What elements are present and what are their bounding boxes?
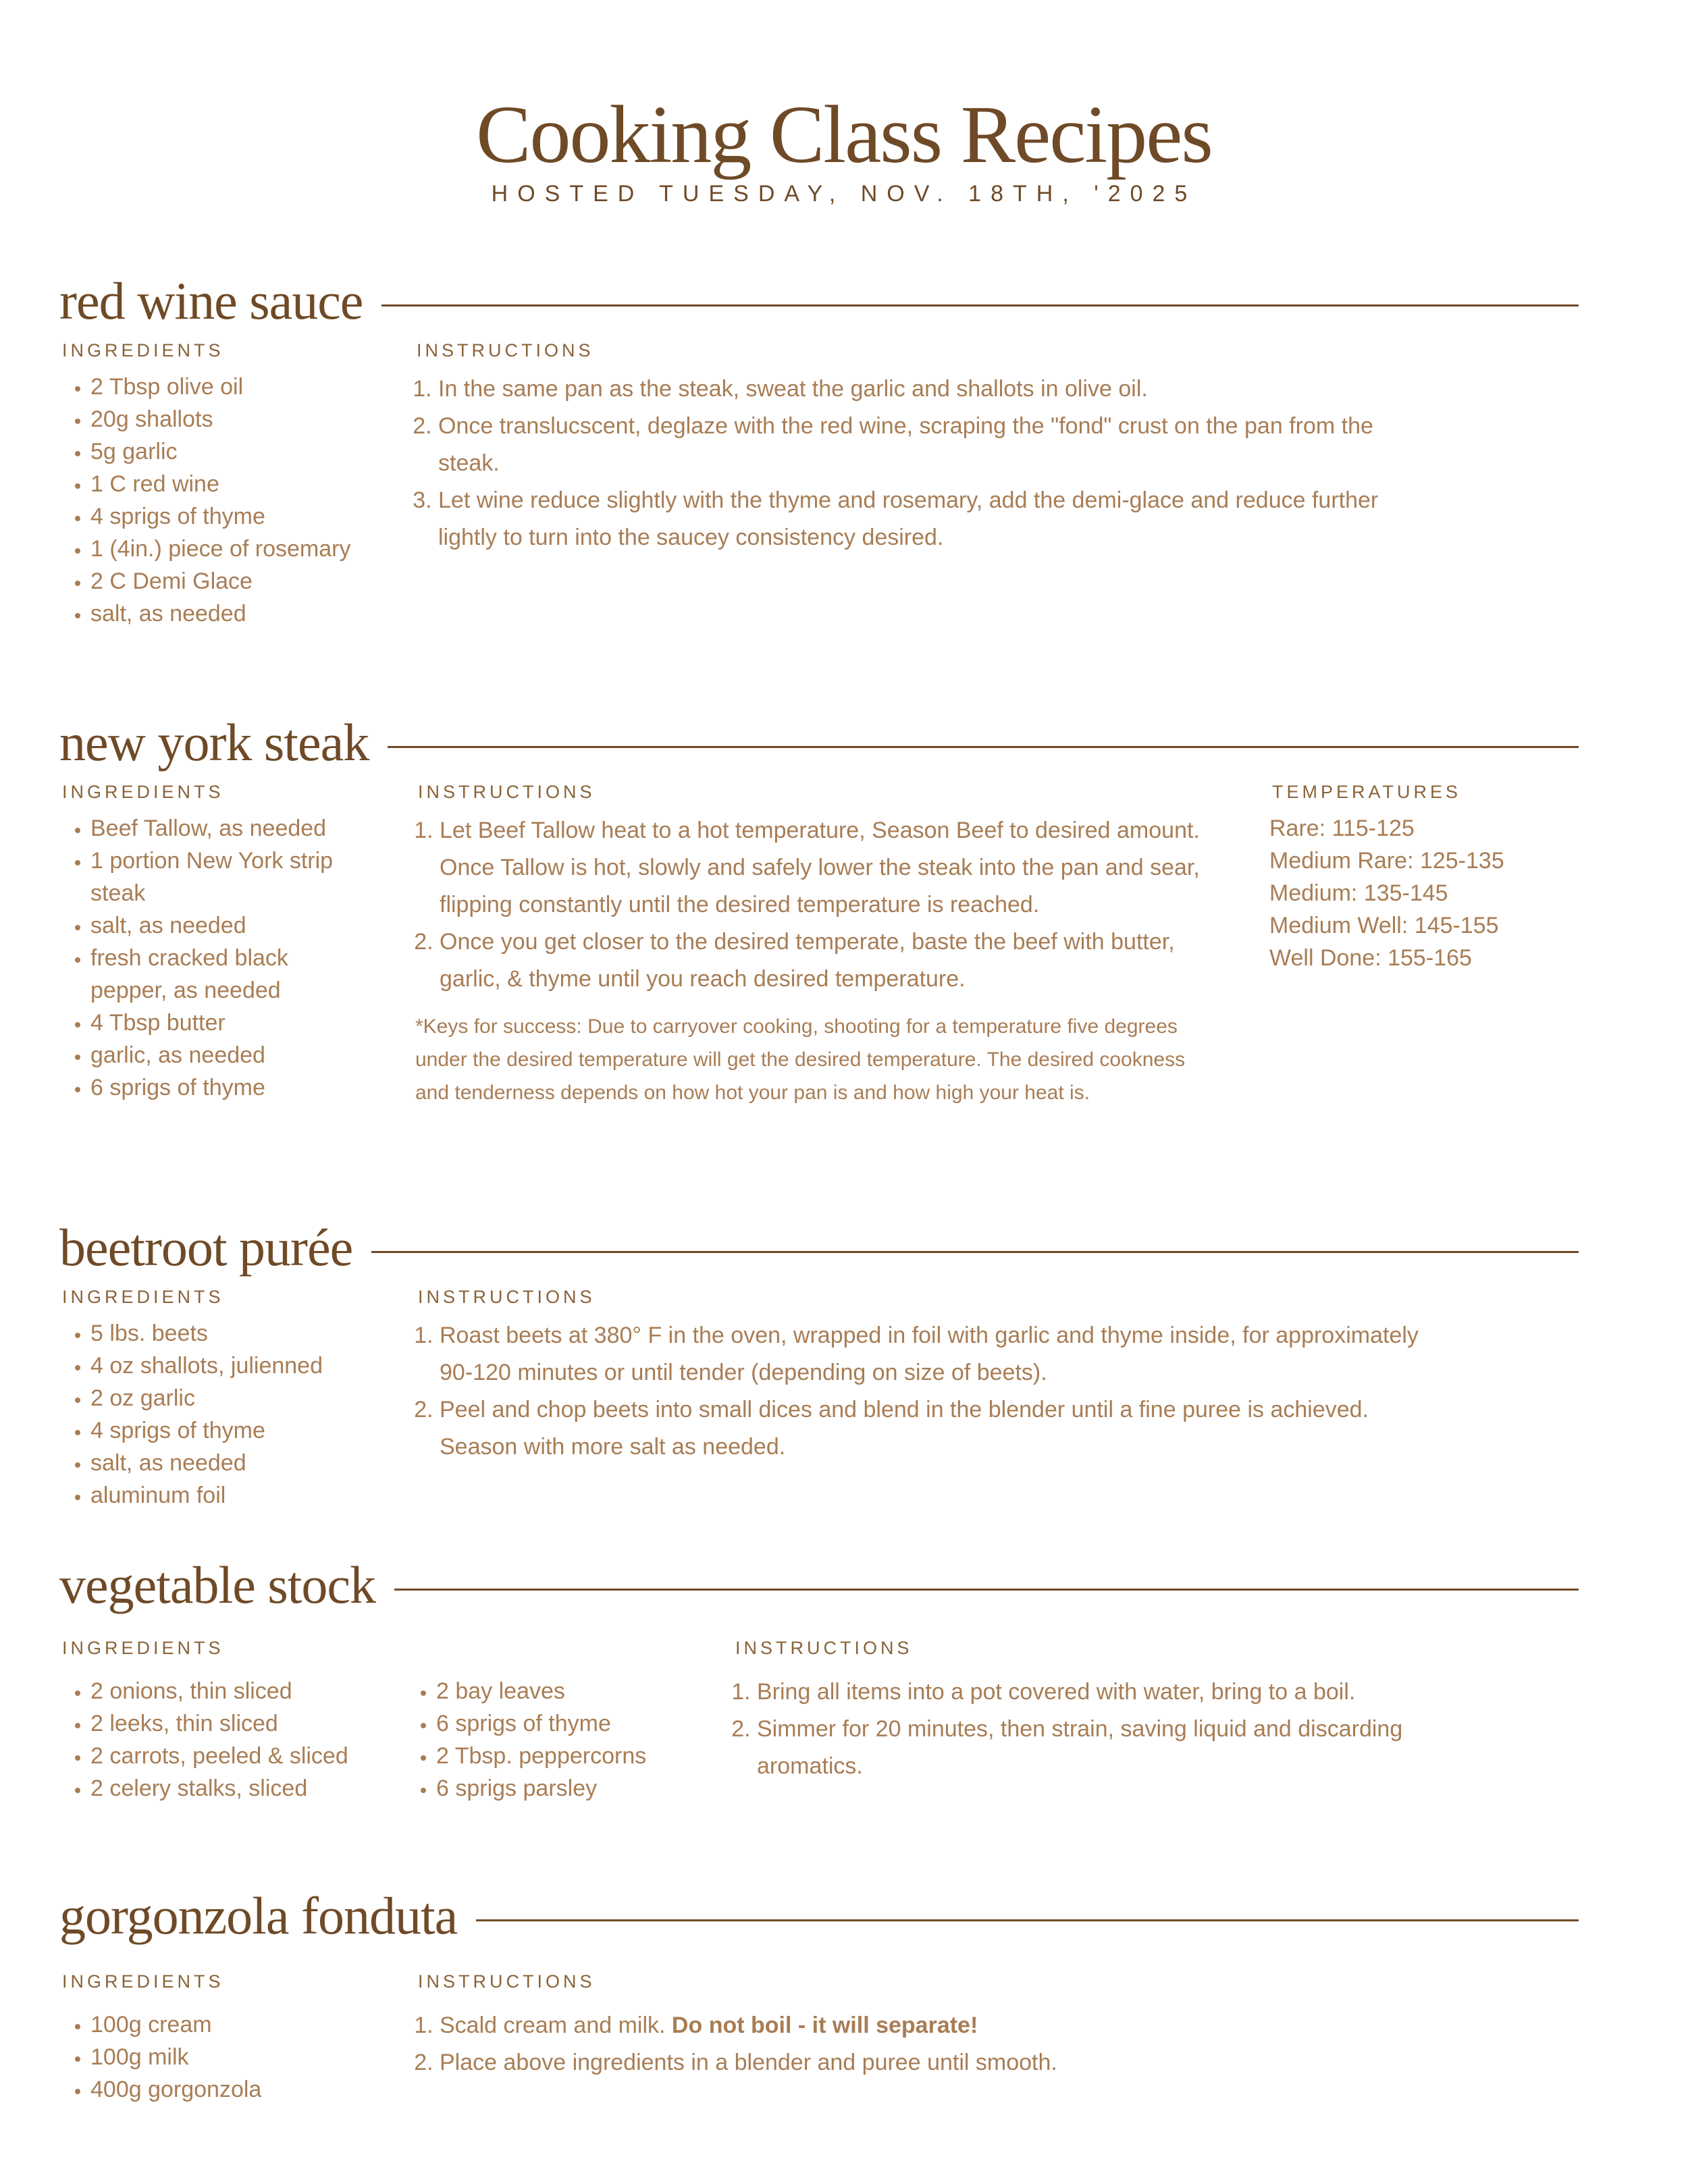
instruction-step: 3. Let wine reduce slightly with the thyme and rosemary, add the demi-glace and reduce further lightly to turn into the saucey consistency desired. [438,482,1410,556]
divider [388,746,1579,748]
instruction-step: 2. Simmer for 20 minutes, then strain, saving liquid and discarding aromatics. [757,1711,1432,1785]
instructions-list [414,371,1410,556]
recipe-title: beetroot purée [59,1218,353,1277]
ingredient-item: • 2 leeks, thin sliced [90,1707,370,1740]
ingredient-item: • 4 sprigs of thyme [90,500,357,533]
divider [476,1919,1579,1921]
recipe-vegetable-stock [59,1553,1579,1877]
recipe-red-wine-sauce [59,269,1579,687]
instructions-list [415,1317,1452,1466]
success-note: *Keys for success: Due to carryover cooking, shooting for a temperature five degrees under the desired temperature will get the desired temperature. The desired cookness and tenderness depends on how hot your pan is and how high your heat is. [415,1015,1186,1104]
recipe-gorgonzola-fonduta [59,1884,1579,2167]
instruction-step: 1. Roast beets at 380° F in the oven, wrapped in foil with garlic and thyme inside, for approximately 90-120 minutes or until tender (depending on size of beets). [440,1317,1452,1391]
instructions-list [415,2007,1428,2081]
ingredient-item: • 2 onions, thin sliced [90,1675,370,1707]
ingredient-item: • aluminum foil [90,1479,370,1512]
ingredients-list [59,2008,370,2106]
instructions-list [415,812,1236,998]
ingredient-item: • 4 Tbsp butter [90,1007,357,1039]
divider [371,1251,1579,1253]
instructions-list [733,1674,1432,1785]
temperature-item: Rare: 115-125 [1269,816,1415,841]
recipe-title: gorgonzola fonduta [59,1886,458,1945]
ingredients-list [59,1675,370,1805]
temperatures-list [1269,812,1580,974]
page-title: Cooking Class Recipes [476,89,1212,180]
ingredient-item: • 2 bay leaves [436,1675,716,1707]
recipe-title: vegetable stock [59,1555,375,1614]
ingredient-item: • salt, as needed [90,597,357,630]
ingredient-item: • 5 lbs. beets [90,1317,370,1350]
instruction-step: 1. In the same pan as the steak, sweat the garlic and shallots in olive oil. [438,371,1410,408]
ingredient-item: • 400g gorgonzola [90,2073,370,2106]
ingredient-item: • 1 C red wine [90,468,357,500]
ingredients-label: INGREDIENTS [62,340,224,361]
divider [381,304,1579,307]
page-subtitle: HOSTED TUESDAY, NOV. 18TH, '2025 [491,181,1197,207]
ingredients-list-2 [405,1675,716,1805]
ingredient-item: • 1 (4in.) piece of rosemary [90,533,357,565]
instruction-step: 1. Bring all items into a pot covered with water, bring to a boil. [757,1674,1432,1711]
ingredient-item: • 2 carrots, peeled & sliced [90,1740,370,1772]
ingredient-item: • 100g milk [90,2041,370,2073]
ingredient-item: • 20g shallots [90,403,357,435]
instruction-step: 1. Scald cream and milk. Do not boil - it will separate! [440,2007,1428,2044]
instruction-step: 1. Let Beef Tallow heat to a hot temperature, Season Beef to desired amount. Once Tallow is hot, slowly and safely lower the steak into the pan and sear, flipping constantly until the desired temperature is reached. [440,812,1236,924]
ingredient-item: • 2 C Demi Glace [90,565,357,597]
ingredient-item: • 2 Tbsp. peppercorns [436,1740,716,1772]
instruction-step: 2. Once you get closer to the desired temperate, baste the beef with butter, garlic, & thyme until you reach desired temperature. [440,924,1236,998]
ingredients-label: INGREDIENTS [62,1638,224,1658]
ingredient-item: • 1 portion New York strip steak [90,845,357,909]
ingredient-item: • 4 oz shallots, julienned [90,1350,370,1382]
instruction-step: 2. Once translucscent, deglaze with the red wine, scraping the "fond" crust on the pan from the steak. [438,408,1410,482]
instructions-label: INSTRUCTIONS [418,1971,596,1992]
temperature-item: Medium Rare: 125-135 [1269,848,1504,874]
ingredient-item: • Beef Tallow, as needed [90,812,357,845]
recipe-beetroot-puree [59,1215,1579,1539]
ingredient-item: • 2 Tbsp olive oil [90,371,357,403]
instructions-label: INSTRUCTIONS [418,782,596,802]
recipe-new-york-steak [59,710,1579,1196]
warning-text: Do not boil - it will separate! [671,2013,978,2038]
temperatures-label: TEMPERATURES [1272,782,1462,802]
instructions-label: INSTRUCTIONS [418,1287,596,1307]
ingredients-label: INGREDIENTS [62,1287,224,1307]
ingredients-list [59,371,357,630]
ingredients-list [59,812,357,1104]
recipe-title: new york steak [59,713,369,772]
ingredient-item: • garlic, as needed [90,1039,357,1071]
temperature-item: Well Done: 155-165 [1269,945,1472,971]
ingredient-item: • 5g garlic [90,435,357,468]
ingredients-list [59,1317,370,1512]
ingredient-item: • 6 sprigs of thyme [436,1707,716,1740]
ingredient-item: • 100g cream [90,2008,370,2041]
ingredient-item: • 6 sprigs of thyme [90,1071,357,1104]
instructions-label: INSTRUCTIONS [735,1638,913,1658]
instructions-label: INSTRUCTIONS [417,340,594,361]
ingredients-label: INGREDIENTS [62,782,224,802]
divider [394,1589,1579,1591]
ingredient-item: • 6 sprigs parsley [436,1772,716,1805]
ingredient-item: • salt, as needed [90,1447,370,1479]
ingredient-item: • salt, as needed [90,909,357,942]
instruction-step: 2. Peel and chop beets into small dices and blend in the blender until a fine puree is achieved. Season with more salt as needed. [440,1391,1452,1466]
temperature-item: Medium Well: 145-155 [1269,913,1499,938]
ingredient-item: • fresh cracked black pepper, as needed [90,942,357,1007]
ingredient-item: • 2 oz garlic [90,1382,370,1414]
temperature-item: Medium: 135-145 [1269,880,1448,906]
recipe-title: red wine sauce [59,271,363,330]
ingredient-item: • 2 celery stalks, sliced [90,1772,370,1805]
ingredient-item: • 4 sprigs of thyme [90,1414,370,1447]
instruction-step: 2. Place above ingredients in a blender and puree until smooth. [440,2044,1428,2081]
ingredients-label: INGREDIENTS [62,1971,224,1992]
